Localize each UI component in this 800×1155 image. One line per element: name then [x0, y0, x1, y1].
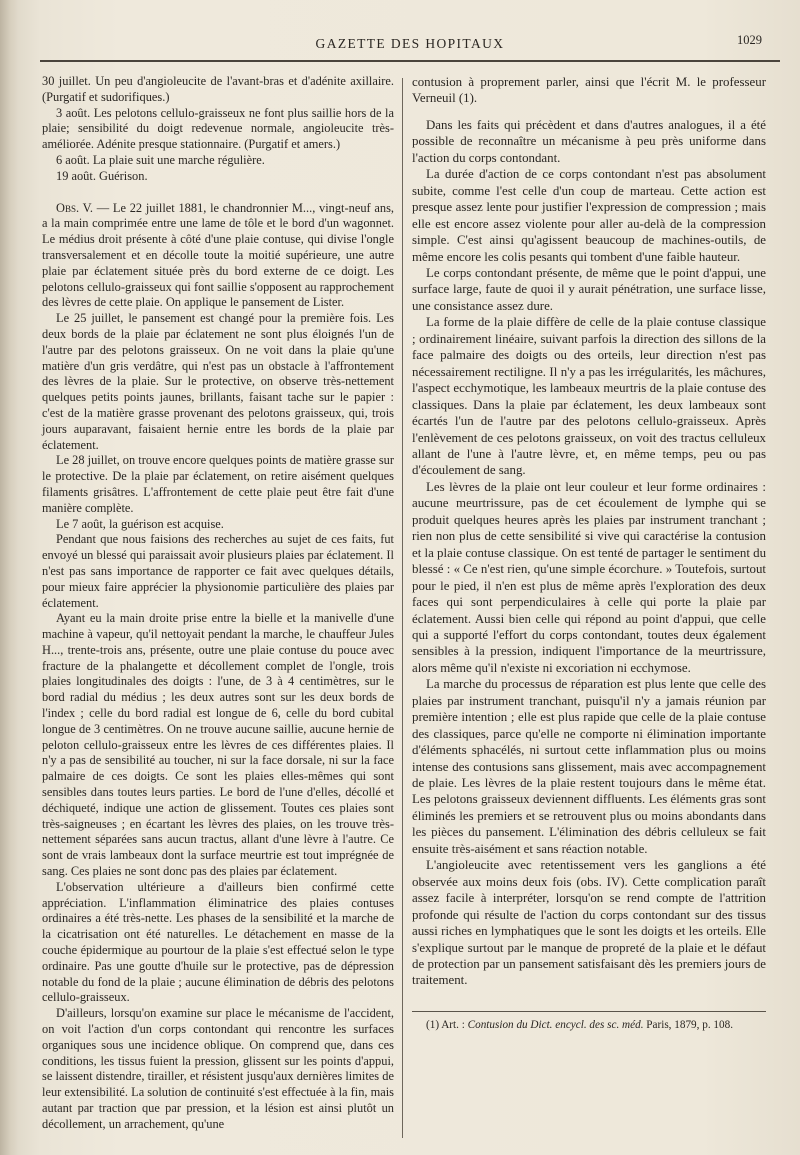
footnote-rule [412, 1011, 766, 1012]
footnote-citation: Paris, 1879, p. 108. [646, 1018, 733, 1031]
paragraph: Pendant que nous faisions des recherches au sujet de ces faits, fut envoyé un blessé qui paraissait avoir plusieurs plaies par éclatement. Il n'est pas sans importance de rapporter ce fait avec quelques détails, pour mieux faire apprécier la physionomie particulière des plaies par éclatement. [42, 532, 394, 610]
paragraph: D'ailleurs, lorsqu'on examine sur place le mécanisme de l'accident, on voit l'action d'un corps contondant qui rencontre les surfaces organiques sous une incidence oblique. On comprend que, dans ces conditions, les tissus fuient la pression, glissent sur les points d'appui, se laissent distendre, tirailler, et résistent jusqu'aux dernières limites de leur extensibilité. La solution de continuité s'est effectuée à la fin, mais autant par traction que par pression, et la lésion est ainsi plutôt un décollement, un arrachement, qu'une [42, 1006, 394, 1131]
footnote-marker: (1) Art. : [426, 1018, 465, 1031]
footnote [412, 1018, 766, 1032]
paragraph: contusion à proprement parler, ainsi que l'écrit M. le professeur Verneuil (1). [412, 75, 766, 106]
paragraph: Le 7 août, la guérison est acquise. [56, 516, 224, 531]
page-number: 1029 [737, 33, 762, 47]
paragraph: La durée d'action de ce corps contondant n'est pas absolument subite, comme l'est celle d'un coup de marteau. Cette action est presque assez lente pour justifier l'expression de compression ; mais elle est encore assez violente pour aller au-delà de la compression simple. C'est ainsi qu'agissent beaucoup de machines-outils, de même encore les colis pesants qui tombent d'une faible hauteur. [412, 167, 766, 264]
paragraph: Le 25 juillet, le pansement est changé pour la première fois. Les deux bords de la plaie par éclatement ne sont plus éloignés l'un de l'autre par des pelotons graisseux. On ne voit dans la plaie qu'une matière d'un gris verdâtre, qui n'est pas un obstacle à l'affrontement des lèvres de la plaie. Sur le protective, on observe très-nettement quelques petits points jaunes, brillants, faisant tache sur le papier : c'est de la matière grasse provenant des pelotons graisseux, qui, trois jours auparavant, faisaient hernie entre les bords de la plaie par éclatement. [42, 311, 394, 452]
paragraph: Dans les faits qui précèdent et dans d'autres analogues, il a été possible de reconnaître un mécanisme à peu près uniforme dans l'action du corps contondant. [412, 117, 766, 165]
paragraph: Le corps contondant présente, de même que le point d'appui, une surface large, faute de quoi il y aurait pénétration, une surface lisse, une consistance assez dure. [412, 265, 766, 313]
paragraph: Ayant eu la main droite prise entre la bielle et la manivelle d'une machine à vapeur, qu'il nettoyait pendant la marche, le chauffeur Jules H..., trente-trois ans, présente, outre une plaie contuse du pouce avec fracture de la phalangette et décollement complet de l'ongle, trois plaies longitudinales des doigts : l'une, de 3 à 4 centimètres, sur le bord radial du médius ; les deux autres sont sur les deux bords de l'index ; celle du bord radial est longue de 6, celle du bord cubital longue de 3 centimètres. On ne trouve aucune saillie, aucune hernie de peloton cellulo-graisseux entre les lèvres de ces différentes plaies. Il n'y a pas de sensibilité au toucher, ni sur la face dorsale, ni sur la face palmaire de ces doigts. Ce sont les plaies elles-mêmes qui sont sensibles dans toutes leurs parties. Le bord de l'une d'elles, décollé et déchiqueté, indique une action de glissement. Toutes ces plaies sont très-saigneuses ; en écartant les lèvres des plaies, on les trouve très-nettement séparées sans aucun tractus, allant d'une lèvre à l'autre. Ce sont de vrais lambeaux dont la surface meurtrie est tout imprégnée de sang. Ces plaies ne sont donc pas des plaies par éclatement. [42, 611, 394, 879]
right-column [412, 74, 766, 1032]
paragraph: 3 août. Les pelotons cellulo-graisseux ne font plus saillie hors de la plaie; sensibilité du doigt redevenue normale, angioleucite très-améliorée. Adénite presque stationnaire. (Purgatif et amers.) [42, 105, 394, 152]
footnote-title: Contusion du Dict. encycl. des sc. méd. [467, 1018, 644, 1031]
page-header [40, 30, 780, 70]
paragraph: 19 août. Guérison. [56, 168, 148, 183]
column-divider [402, 78, 403, 1138]
paragraph: 30 juillet. Un peu d'angioleucite de l'avant-bras et d'adénite axillaire. (Purgatif et sudorifiques.) [42, 74, 394, 104]
page-shadow-edge [0, 0, 18, 1155]
paragraph: La marche du processus de réparation est plus lente que celle des plaies par instrument tranchant, puisqu'il n'y a jamais réunion par première intention ; elle est plus rapide que celle de la plaie contuse des classiques, parce qu'elle ne comporte ni élimination importante d'éléments sphacélés, ni surtout cette inflammation plus ou moins intense des contusions sans glissement, mais avec accompagnement de plaie. Les lèvres de la plaie restent toujours dans le même état. Les pelotons graisseux deviennent diffluents. Les éléments gras sont éliminés les premiers et se retrouvent plus ou moins abondants dans les pièces du pansement. L'élimination des débris celluleux se fait ensuite très-aisément et sans réaction notable. [412, 677, 766, 856]
observation-label: Obs. V. [56, 200, 94, 215]
paragraph: L'observation ultérieure a d'ailleurs bien confirmé cette appréciation. L'inflammation éliminatrice des plaies contuses ordinaires a été très-nette. Les phases de la sensibilité et la marche de la cicatrisation ont été naturelles. Le détachement en masse de la couche épidermique au pourtour de la plaie s'est effectué selon le type ordinaire. Pas une goutte d'huile sur le protective, pas de dépression notable du fond de la plaie ; aucune élimination de débris des pelotons cellulo-graisseux. [42, 879, 394, 1005]
observation-paragraph: Obs. V. — Le 22 juillet 1881, le chandronnier M..., vingt-neuf ans, a la main comprimée entre une lame de tôle et le bord d'un wagonnet. Le médius droit présente à côté d'une plaie contuse, qui divise l'ongle transversalement et en décolle toute la moitié supérieure, une autre plaie par éclatement située près du bord externe de ce doigt. Les pelotons cellulo-graisseux qui font saillie s'opposent au rapprochement des lèvres de cette plaie. On applique le pansement de Lister. [42, 200, 394, 310]
paragraph: 6 août. La plaie suit une marche régulière. [56, 152, 265, 167]
paragraph: La forme de la plaie diffère de celle de la plaie contuse classique ; ordinairement linéaire, suivant parfois la direction des sillons de la face palmaire des doigts ou des orteils, leur direction n'est pas nécessairement rectiligne. Il n'y a pas les irrégularités, les mâchures, l'aspect ecchymotique, les lambeaux meurtris de la plaie contuse des classiques. Dans la plaie par éclatement, les deux lambeaux sont écartés l'un de l'autre par des pelotons cellulo-graisseux. Après l'enlèvement de ces pelotons graisseux, on voit des tractus celluleux allant de l'une à l'autre lèvre, et, en même temps, peu ou pas d'écoulement de sang. [412, 315, 766, 478]
header-rule [40, 60, 780, 62]
paragraph: Les lèvres de la plaie ont leur couleur et leur forme ordinaires : aucune meurtrissure, pas de cet écoulement de lymphe qui se produit quelques heures après les plaies par instrument tranchant ; rien non plus de cette sensibilité si vive qui caractérise la contusion et la plaie contuse classique. On est tenté de partager le sentiment du blessé : « Ce n'est rien, qu'une simple écorchure. » Toutefois, surtout pour le pied, il n'en est plus de même après l'exploration des deux faces qui sont perpendiculaires à celle qui porte la plaie par éclatement. Aussi bien celle qui répond au point d'appui, que celle qui a supporté l'effort du corps contondant, toutes deux également sensibles à la pression, indiquent l'importance de la meurtrissure, alors même qu'il n'existe ni excoriation ni ecchymose. [412, 479, 767, 675]
journal-title: GAZETTE DES HOPITAUX [315, 36, 505, 51]
paragraph: L'angioleucite avec retentissement vers les ganglions a été observée aux moins deux fois (obs. IV). Cette complication paraît assez facile à interpréter, lorsqu'on se rend compte de l'attrition profonde qui résulte de l'action du corps contondant sur des tissus aussi riches en lymphatiques que le sont les doigts et les orteils. Elle s'explique surtout par le manque de propreté de la plaie et le défaut de protection par un pansement satisfaisant dès les premiers jours de traitement. [412, 858, 766, 988]
paragraph: Le 28 juillet, on trouve encore quelques points de matière grasse sur le protective. De la plaie par éclatement, on retire aisément quelques filaments grisâtres. L'affrontement de cette plaie peut être fait d'une manière complète. [42, 453, 394, 515]
left-column [42, 74, 394, 1133]
